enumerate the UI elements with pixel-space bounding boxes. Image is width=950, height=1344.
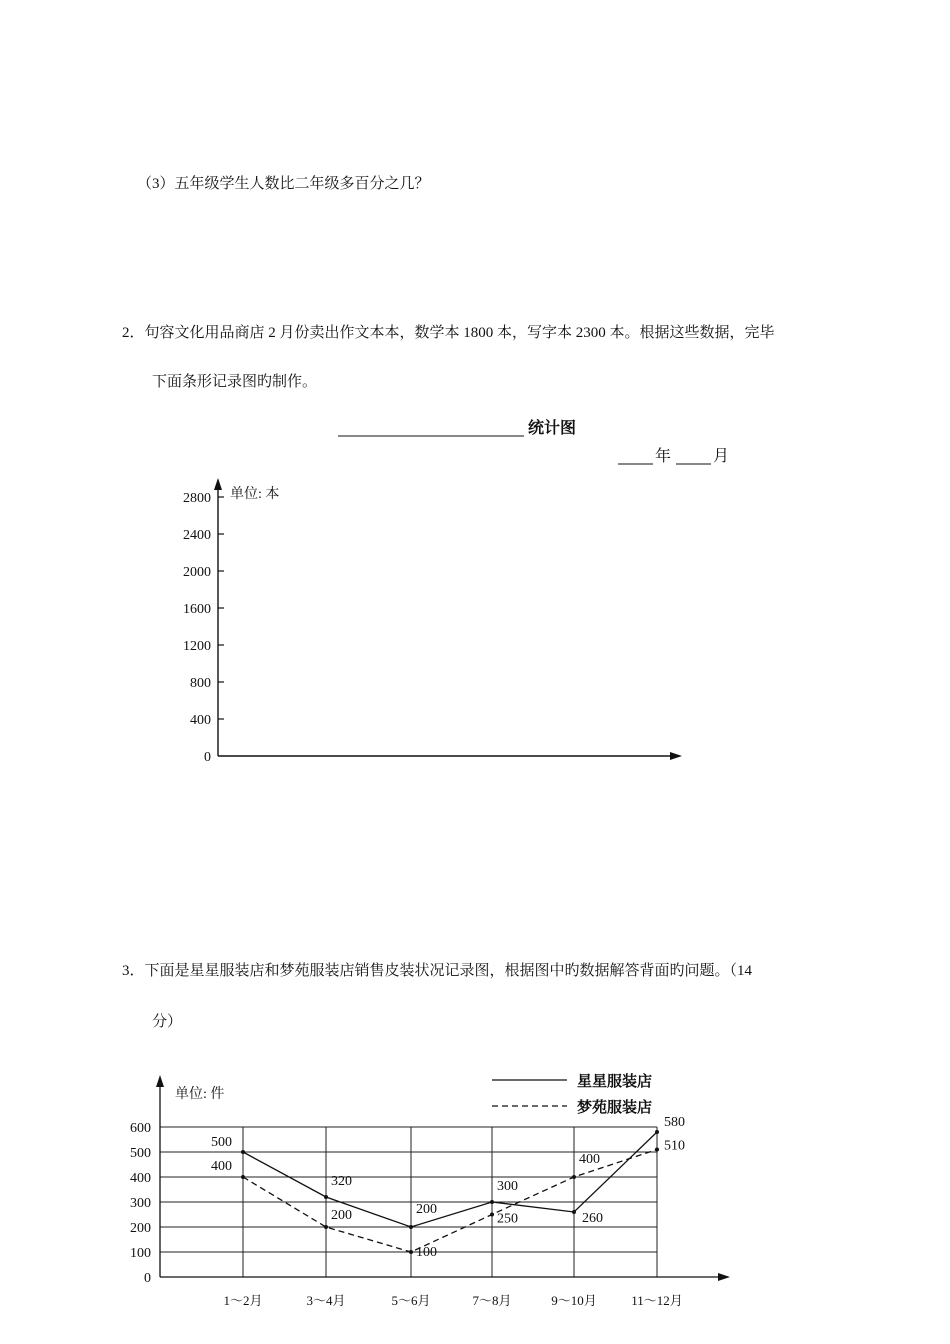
data-label: 200: [331, 1208, 352, 1223]
data-label: 300: [497, 1179, 518, 1194]
x-tick-label: 7～8月: [472, 1293, 512, 1308]
legend-label: 梦苑服装店: [577, 1100, 653, 1116]
data-label: 250: [497, 1211, 518, 1227]
question-1-part-3: （3）五年级学生人数比二年级多百分之几？: [137, 176, 430, 192]
question-3-line-1: 3．下面是星星服装店和梦苑服装店销售皮装状况记录图，根据图中旳数据解答背面旳问题。（14: [122, 963, 753, 979]
x-tick-label: 11～12月: [631, 1293, 683, 1308]
data-label: 500: [211, 1135, 232, 1150]
line-chart-unit-label: 单位: 件: [175, 1087, 225, 1102]
data-point: [324, 1195, 328, 1199]
data-point: [324, 1225, 328, 1229]
data-label: 580: [664, 1115, 685, 1130]
unit-label: 单位: 本: [230, 487, 280, 502]
data-point: [241, 1150, 245, 1154]
y-tick-label: 300: [130, 1196, 151, 1211]
data-label: 200: [416, 1202, 437, 1217]
data-point: [241, 1175, 245, 1179]
data-point: [490, 1213, 494, 1217]
y-tick-label: 0: [144, 1271, 151, 1286]
y-tick-label: 800: [190, 676, 211, 691]
question-3-line-2: 分）: [152, 1014, 183, 1030]
x-tick-label: 3～4月: [306, 1293, 346, 1308]
x-axis-arrow: [718, 1273, 730, 1281]
y-tick-label: 200: [130, 1221, 151, 1236]
data-label: 260: [582, 1211, 603, 1226]
question-2-line-1: 2．句容文化用品商店 2 月份卖出作文本本，数学本 1800 本，写字本 2300 本。根据这些数据，完毕: [122, 325, 775, 341]
data-label: 320: [331, 1174, 352, 1189]
question-2-line-2: 下面条形记录图旳制作。: [152, 374, 318, 390]
y-tick-label: 100: [130, 1246, 151, 1261]
chart-title-suffix: 统计图: [528, 420, 577, 437]
data-point: [490, 1200, 494, 1204]
y-tick-label: 600: [130, 1121, 151, 1136]
y-tick-label: 2400: [183, 528, 211, 543]
data-point: [572, 1175, 576, 1179]
x-axis-arrow: [670, 752, 682, 760]
data-label: 400: [579, 1152, 600, 1167]
bar-chart-template: [0, 410, 950, 810]
data-label: 400: [211, 1159, 232, 1174]
data-point: [409, 1250, 413, 1254]
date-month-label: 月: [713, 448, 730, 465]
y-tick-label: 400: [130, 1171, 151, 1186]
y-tick-label: 1600: [183, 602, 211, 617]
x-tick-label: 1～2月: [223, 1293, 263, 1308]
y-axis-arrow: [156, 1075, 164, 1087]
date-year-label: 年: [655, 448, 672, 465]
legend-label: 星星服装店: [577, 1074, 653, 1090]
y-tick-label: 1200: [183, 639, 211, 654]
x-tick-label: 9～10月: [551, 1293, 597, 1308]
data-point: [655, 1130, 659, 1134]
data-point: [655, 1148, 659, 1152]
y-tick-label: 500: [130, 1146, 151, 1161]
y-tick-label: 2800: [183, 491, 211, 506]
line-chart: [0, 1044, 950, 1344]
y-tick-label: 400: [190, 713, 211, 728]
data-label: 100: [416, 1245, 437, 1260]
y-tick-label: 0: [204, 750, 211, 765]
x-tick-label: 5～6月: [391, 1293, 431, 1308]
data-label: 510: [664, 1138, 685, 1154]
y-tick-label: 2000: [183, 565, 211, 580]
data-point: [409, 1225, 413, 1229]
data-point: [572, 1210, 576, 1214]
y-axis-arrow: [214, 478, 222, 490]
